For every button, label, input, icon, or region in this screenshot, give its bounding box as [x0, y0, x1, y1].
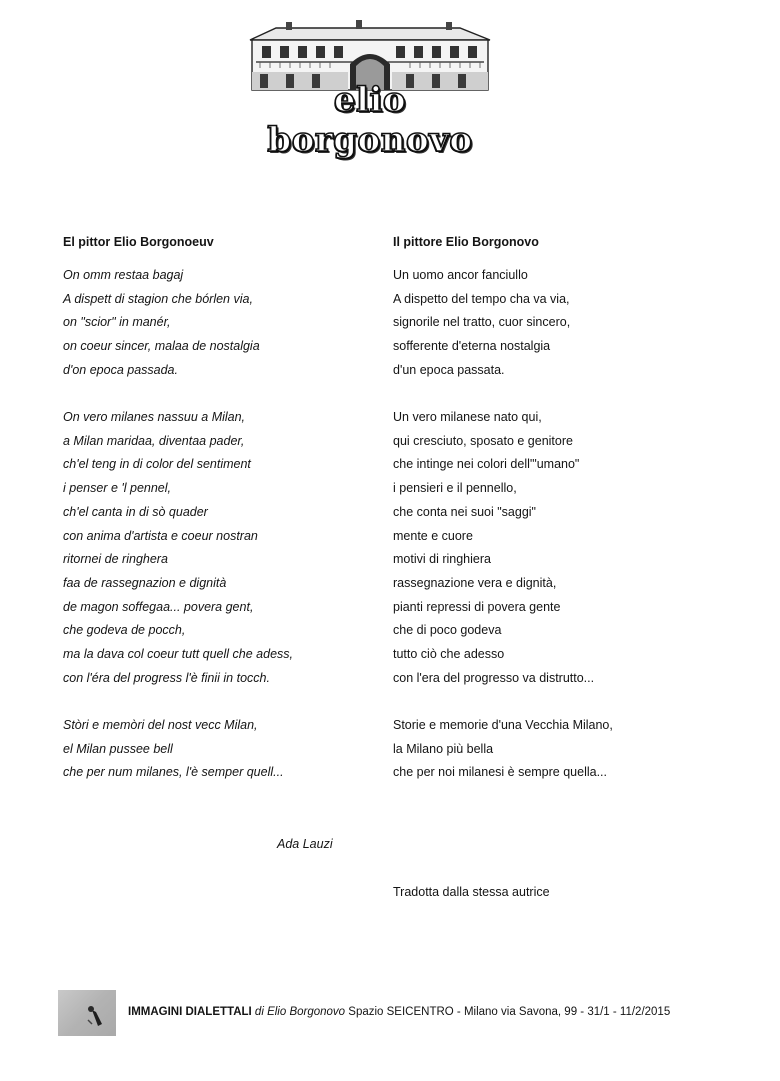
poem-line: ch'el canta in di sò quader — [63, 504, 208, 519]
stanza — [63, 406, 393, 690]
poem-line: Un uomo ancor fanciullo — [393, 268, 528, 282]
stanza — [393, 714, 723, 785]
poem-line: de magon soffegaa... povera gent, — [63, 599, 254, 614]
stanza — [393, 406, 723, 690]
poem-line: On vero milanes nassuu a Milan, — [63, 410, 246, 425]
poem-line: che godeva de pocch, — [63, 623, 186, 638]
poem-author: Ada Lauzi — [277, 837, 333, 851]
poem-line: che per noi milanesi è sempre quella... — [393, 765, 608, 780]
logo-wordmark: elio borgonovo — [267, 80, 473, 160]
poem-line: d'on epoca passada. — [63, 362, 178, 377]
poem-line: i pensieri e il pennello, — [393, 481, 517, 496]
footer-event-name: IMMAGINI DIALETTALI — [128, 1006, 252, 1018]
poem-line: d'un epoca passata. — [393, 362, 505, 377]
poem-italian-column — [393, 232, 723, 809]
stanza — [393, 264, 723, 383]
poem-line: pianti repressi di povera gente — [393, 599, 561, 614]
poem-line: rassegnazione vera e dignità, — [393, 575, 557, 590]
poem-line: ch'el teng in di color del sentiment — [63, 457, 251, 472]
poem-dialect-column — [63, 232, 393, 809]
footer-artist: di Elio Borgonovo — [254, 1006, 346, 1018]
footer-thumbnail-image — [58, 990, 116, 1036]
poem-line: ma la dava col coeur tutt quell che adess, — [63, 647, 293, 662]
poem-line: sofferente d'eterna nostalgia — [393, 339, 551, 354]
poem-line: on coeur sincer, malaa de nostalgia — [63, 339, 260, 354]
poem-line: A dispetto del tempo cha va via, — [393, 291, 570, 306]
translation-note: Tradotta dalla stessa autrice — [393, 885, 550, 899]
poem-line: tutto ciò che adesso — [393, 647, 505, 662]
poem-line: signorile nel tratto, cuor sincero, — [393, 315, 571, 330]
poem-line: con anima d'artista e coeur nostran — [63, 528, 258, 543]
poem-line: On omm restaa bagaj — [63, 268, 184, 282]
stanza — [63, 264, 393, 383]
poem-line: che intinge nei colori dell'"umano" — [393, 457, 580, 472]
poem-line: mente e cuore — [393, 528, 473, 543]
poem-italian-title: Il pittore Elio Borgonovo — [393, 235, 539, 249]
poem-line: ritornei de ringhera — [63, 552, 168, 567]
poem-line: Storie e memorie d'una Vecchia Milano, — [393, 717, 613, 732]
poem-line: con l'éra del progress l'è finii in tocch. — [63, 670, 270, 685]
poem-line: la Milano più bella — [393, 741, 494, 756]
poem-dialect-title: El pittor Elio Borgonoeuv — [63, 235, 214, 249]
poem-line: i penser e 'l pennel, — [63, 481, 172, 496]
poem-line: A dispett di stagion che bórlen via, — [63, 291, 253, 306]
poem-line: Stòri e memòri del nost vecc Milan, — [63, 717, 258, 732]
poem-line: el Milan pussee bell — [63, 741, 173, 756]
poem-line: motivi di ringhiera — [393, 552, 491, 567]
poem-line: on "scior" in manér, — [63, 315, 171, 330]
header-logo — [246, 18, 494, 160]
poem-line: qui cresciuto, sposato e genitore — [393, 433, 573, 448]
poem-line: che di poco godeva — [393, 623, 502, 638]
poem-line: Un vero milanese nato qui, — [393, 410, 542, 425]
poem-line: a Milan maridaa, diventaa pader, — [63, 433, 245, 448]
poem-line: con l'era del progresso va distrutto... — [393, 670, 595, 685]
thumbnail-figure — [58, 990, 116, 1036]
poem-line: che per num milanes, l'è semper quell... — [63, 765, 284, 780]
poem-line: faa de rassegnazion e dignità — [63, 575, 227, 590]
stanza — [63, 714, 393, 785]
poem-line: che conta nei suoi "saggi" — [393, 504, 536, 519]
footer-details: Spazio SEICENTRO - Milano via Savona, 99 - 31/1 - 11/2/2015 — [345, 1006, 671, 1018]
footer-caption — [128, 1004, 670, 1020]
